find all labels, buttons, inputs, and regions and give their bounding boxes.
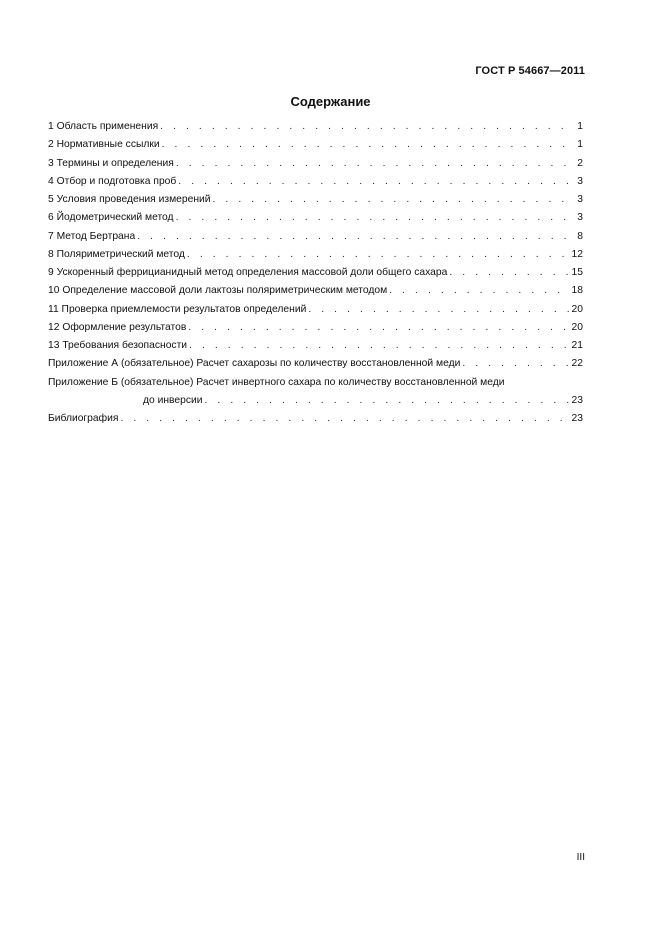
toc-leader-dots — [120, 410, 568, 428]
toc-entry-2[interactable] — [48, 136, 583, 154]
toc-entry-page: 3 — [577, 194, 583, 205]
toc-entry-page: 23 — [571, 413, 583, 424]
toc-entry-label: 2 Нормативные ссылки — [48, 139, 160, 151]
toc-entry-page: 20 — [571, 303, 583, 315]
document-code: ГОСТ Р 54667—2011 — [475, 65, 585, 77]
toc-entry-page: 15 — [571, 267, 583, 278]
toc-entry-label: Приложение А (обязательное) Расчет сахарозы по количеству восстановленной меди — [48, 358, 461, 370]
toc-leader-dots — [188, 319, 568, 337]
toc-leader-dots — [137, 228, 572, 246]
toc-leader-dots — [160, 118, 572, 136]
toc-entry-label: 5 Условия проведения измерений — [48, 194, 211, 205]
toc-entry-10[interactable] — [48, 282, 583, 300]
toc-leader-dots — [205, 392, 569, 410]
toc-entry-12[interactable] — [48, 319, 583, 337]
toc-entry-label: 1 Область применения — [48, 121, 159, 132]
toc-entry-label: 3 Термины и определения — [48, 157, 174, 169]
toc-entry-page: 1 — [577, 139, 583, 151]
toc-leader-dots — [178, 173, 572, 191]
toc-entry-appendix-b-line2[interactable] — [48, 392, 583, 410]
toc-leader-dots — [176, 209, 572, 227]
toc-entry-label: Приложение Б (обязательное) Расчет инвертного сахара по количеству восстановленной меди — [48, 376, 505, 388]
toc-entry-1[interactable] — [48, 118, 583, 136]
table-of-contents — [48, 118, 583, 428]
toc-leader-dots — [462, 355, 568, 373]
toc-entry-label: 10 Определение массовой доли лактозы поляриметрическим методом — [48, 285, 388, 297]
toc-entry-11[interactable] — [48, 301, 583, 319]
toc-entry-appendix-b-line1[interactable] — [48, 374, 583, 392]
toc-leader-dots — [213, 191, 572, 209]
toc-entry-appendix-a[interactable] — [48, 355, 583, 373]
toc-leader-dots — [162, 136, 572, 154]
toc-entry-page: 1 — [577, 121, 583, 132]
toc-entry-8[interactable] — [48, 246, 583, 264]
toc-leader-dots — [176, 155, 572, 173]
toc-entry-label: 9 Ускоренный феррицианидный метод определения массовой доли общего сахара — [48, 267, 448, 278]
toc-entry-page: 20 — [571, 321, 583, 333]
toc-leader-dots — [449, 264, 568, 282]
toc-entry-label: 11 Проверка приемлемости результатов определений — [48, 303, 307, 315]
toc-leader-dots — [389, 282, 568, 300]
toc-entry-label: Библиография — [48, 413, 119, 424]
page-number: III — [576, 852, 585, 863]
toc-entry-label: 4 Отбор и подготовка проб — [48, 175, 177, 187]
toc-leader-dots — [187, 246, 569, 264]
toc-entry-label: 8 Поляриметрический метод — [48, 248, 185, 260]
toc-entry-page: 2 — [577, 157, 583, 169]
toc-entry-label: 12 Оформление результатов — [48, 321, 187, 333]
toc-entry-page: 23 — [571, 394, 583, 406]
toc-entry-label: 6 Йодометрический метод — [48, 212, 174, 224]
toc-entry-13[interactable] — [48, 337, 583, 355]
toc-entry-3[interactable] — [48, 155, 583, 173]
toc-entry-label: 7 Метод Бертрана — [48, 230, 136, 242]
toc-entry-5[interactable] — [48, 191, 583, 209]
toc-entry-page: 18 — [571, 285, 583, 297]
toc-leader-dots — [308, 301, 568, 319]
toc-leader-dots — [189, 337, 568, 355]
toc-title: Содержание — [290, 94, 371, 109]
toc-entry-page: 21 — [571, 340, 583, 351]
toc-entry-4[interactable] — [48, 173, 583, 191]
toc-entry-bibliography[interactable] — [48, 410, 583, 428]
toc-entry-page: 3 — [577, 175, 583, 187]
toc-entry-page: 3 — [577, 212, 583, 224]
toc-entry-label: до инверсии — [143, 394, 203, 406]
toc-entry-6[interactable] — [48, 209, 583, 227]
toc-entry-page: 22 — [571, 358, 583, 370]
toc-entry-7[interactable] — [48, 228, 583, 246]
toc-entry-9[interactable] — [48, 264, 583, 282]
toc-entry-page: 12 — [571, 248, 583, 260]
toc-entry-page: 8 — [577, 230, 583, 242]
toc-entry-label: 13 Требования безопасности — [48, 340, 188, 351]
